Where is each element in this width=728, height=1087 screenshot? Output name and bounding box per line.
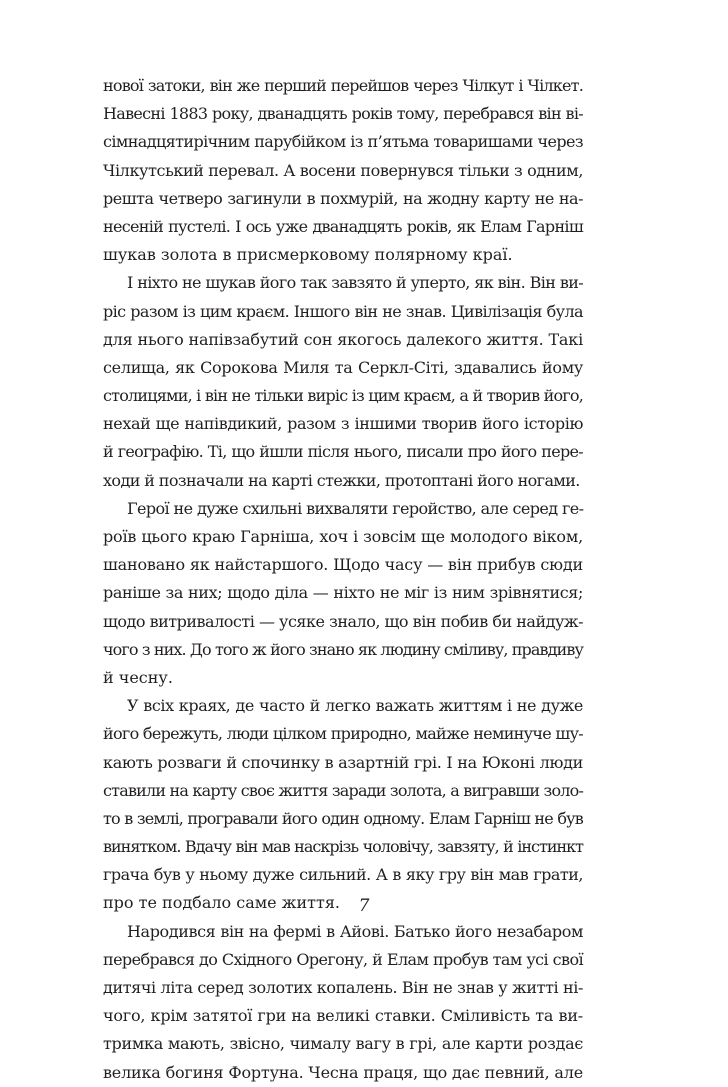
text-line: перебрався до Східного Орегону, й Елам пробув там усі свої — [103, 949, 583, 969]
text-line: про те подбало саме життя. — [103, 893, 340, 913]
page-number: 7 — [358, 896, 370, 916]
paragraph-3 — [103, 495, 583, 692]
text-line: селища, як Сорокова Миля та Серкл-Сіті, здавались йому — [103, 357, 583, 377]
text-line: шукав золота в присмерковому полярному краї. — [103, 245, 513, 265]
text-line: Герої не дуже схильні вихваляти геройство, але серед ге- — [127, 498, 584, 518]
text-line: винятком. Вдачу він мав наскрізь чоловічу, завзяту, й інстинкт — [103, 837, 583, 857]
text-line: І ніхто не шукав його так завзято й уперто, як він. Він ви- — [127, 273, 584, 293]
text-line: дитячі літа серед золотих копалень. Він не знав у житті ні- — [103, 978, 583, 997]
paragraph-5 — [103, 918, 583, 1087]
text-line: й чесну. — [103, 667, 173, 687]
text-line: кають розваги й спочинку в азартній грі. І на Юконі люди — [103, 752, 583, 772]
text-line: сімнадцятирічним парубійком із п’ятьма товаришами через — [103, 132, 583, 152]
text-line: грача був у ньому дуже сильний. А в яку гру він мав грати, — [103, 865, 583, 885]
text-line: Народився він на фермі в Айові. Батько його незабаром — [127, 921, 583, 941]
text-line: нехай ще напівдикий, разом з іншими творив його історію — [103, 414, 583, 434]
text-line: несеній пустелі. І ось уже дванадцять років, як Елам Гарніш — [103, 216, 583, 236]
text-line: решта четверо загинули в похмурій, на жодну карту не на- — [103, 188, 583, 208]
text-line: велика богиня Фортуна. Чесна праця, що дає певний, але — [103, 1062, 583, 1082]
text-line: шановано як найстаршого. Щодо часу — він прибув сюди — [103, 555, 583, 575]
text-line: щодо витривалості — усяке знало, що він побив би найдуж- — [103, 611, 583, 631]
paragraph-4 — [103, 692, 583, 918]
paragraph-2 — [103, 269, 583, 495]
body-text — [103, 72, 583, 1087]
text-line: ставили на карту своє життя заради золота, а вигравши золо- — [103, 780, 584, 800]
text-line: нової затоки, він же перший перейшов через Чілкут і Чілкет. — [103, 76, 583, 95]
text-line: Навесні 1883 року, дванадцять років тому, перебрався він ві- — [103, 104, 583, 124]
text-line: чого з них. До того ж його знано як людину сміливу, правдиву — [103, 639, 583, 659]
text-line: роїв цього краю Гарніша, хоч і зовсім ще молодого віком, — [103, 527, 583, 546]
text-line: й географію. Ті, що йшли після нього, писали про його пере- — [103, 442, 583, 462]
text-line: тримка мають, звісно, чималу вагу в грі, але карти роздає — [103, 1034, 583, 1054]
text-line: то в землі, програвали його один одному. Елам Гарніш не був — [103, 808, 583, 828]
text-line: для нього напівзабутий сон якогось далекого життя. Такі — [103, 329, 583, 349]
text-line: ходи й позначали на карті стежки, протоптані його ногами. — [103, 470, 580, 490]
text-line: його бережуть, люди цілком природно, майже неминуче шу- — [103, 724, 583, 744]
paragraph-1 — [103, 72, 583, 269]
text-line: чого, крім затятої гри на великі ставки. Сміливість та ви- — [103, 1006, 583, 1026]
text-line: ріс разом із цим краєм. Іншого він не знав. Цивілізація була — [103, 301, 583, 321]
text-line: У всіх краях, де часто й легко важать життям і не дуже — [127, 696, 583, 716]
text-line: Чілкутський перевал. А восени повернувся тільки з одним, — [103, 160, 584, 180]
text-line: раніше за них; щодо діла — ніхто не міг із ним зрівнятися; — [103, 583, 583, 603]
text-line: столицями, і він не тільки виріс із цим краєм, а й творив його, — [103, 386, 583, 406]
